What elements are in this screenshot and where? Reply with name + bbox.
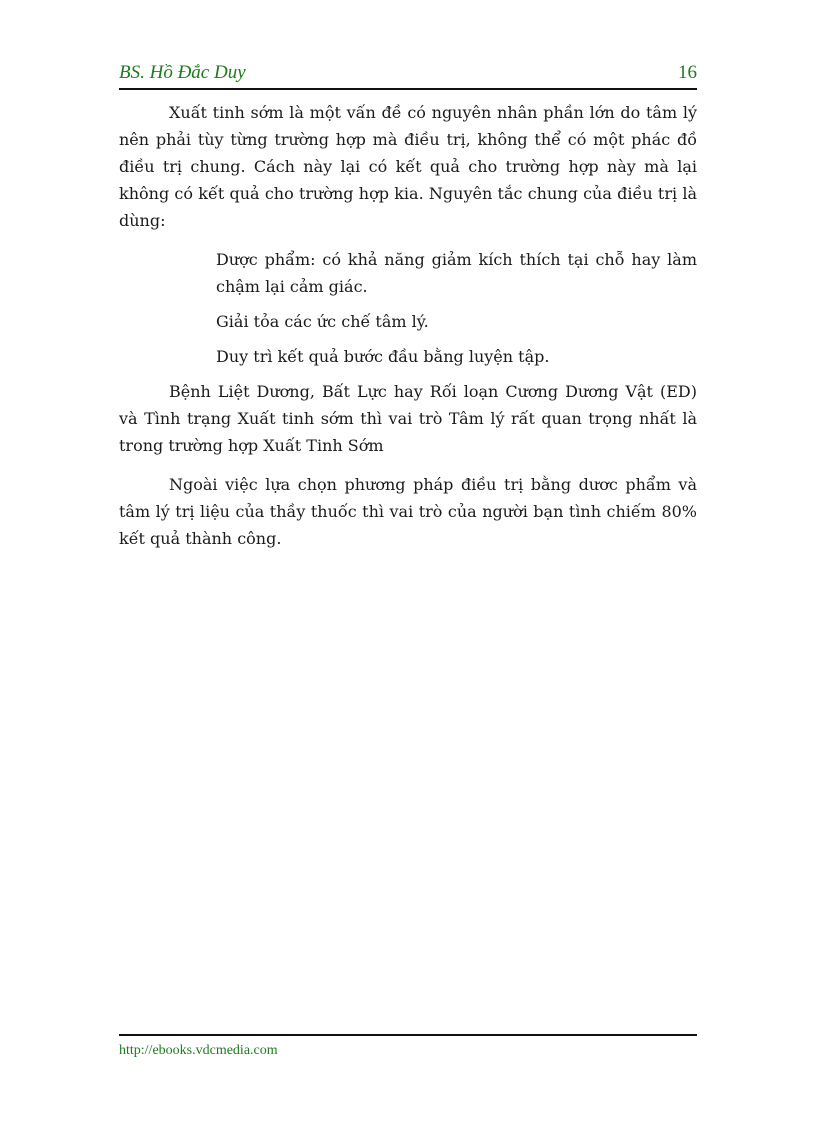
header-title: BS. Hồ Đắc Duy [119,62,246,83]
footer-link[interactable]: http://ebooks.vdcmedia.com [119,1043,278,1058]
paragraph-ed: Bệnh Liệt Dương, Bất Lực hay Rối loạn Cương Dương Vật (ED) và Tình trạng Xuất tinh sớm thì vai trò Tâm lý rất quan trọng nhất là trong trường hợp Xuất Tinh Sớm [119,382,697,455]
page-content [119,99,697,564]
paragraph-intro: Xuất tinh sớm là một vấn đề có nguyên nhân phần lớn do tâm lý nên phải tùy từng trường hợp mà điều trị, không thể có một phác đồ điều trị chung. Cách này lại có kết quả cho trường hợp này mà lại không có kết quả cho trường hợp kia. Nguyên tắc chung của điều trị là dùng: [119,103,697,230]
page-header [119,60,697,90]
footer-divider [119,1034,697,1036]
page-number: 16 [678,62,697,83]
list-item-psychology: Giải tỏa các ức chế tâm lý. [216,312,429,331]
list-item-medication: Dược phẩm: có khả năng giảm kích thích tại chỗ hay làm chậm lại cảm giác. [216,250,697,296]
paragraph-partner: Ngoài việc lựa chọn phương pháp điều trị bằng dươc phẩm và tâm lý trị liệu của thầy thuốc thì vai trò của người bạn tình chiếm 80% kết quả thành công. [119,475,697,548]
list-item-practice: Duy trì kết quả bước đầu bằng luyện tập. [216,347,550,366]
